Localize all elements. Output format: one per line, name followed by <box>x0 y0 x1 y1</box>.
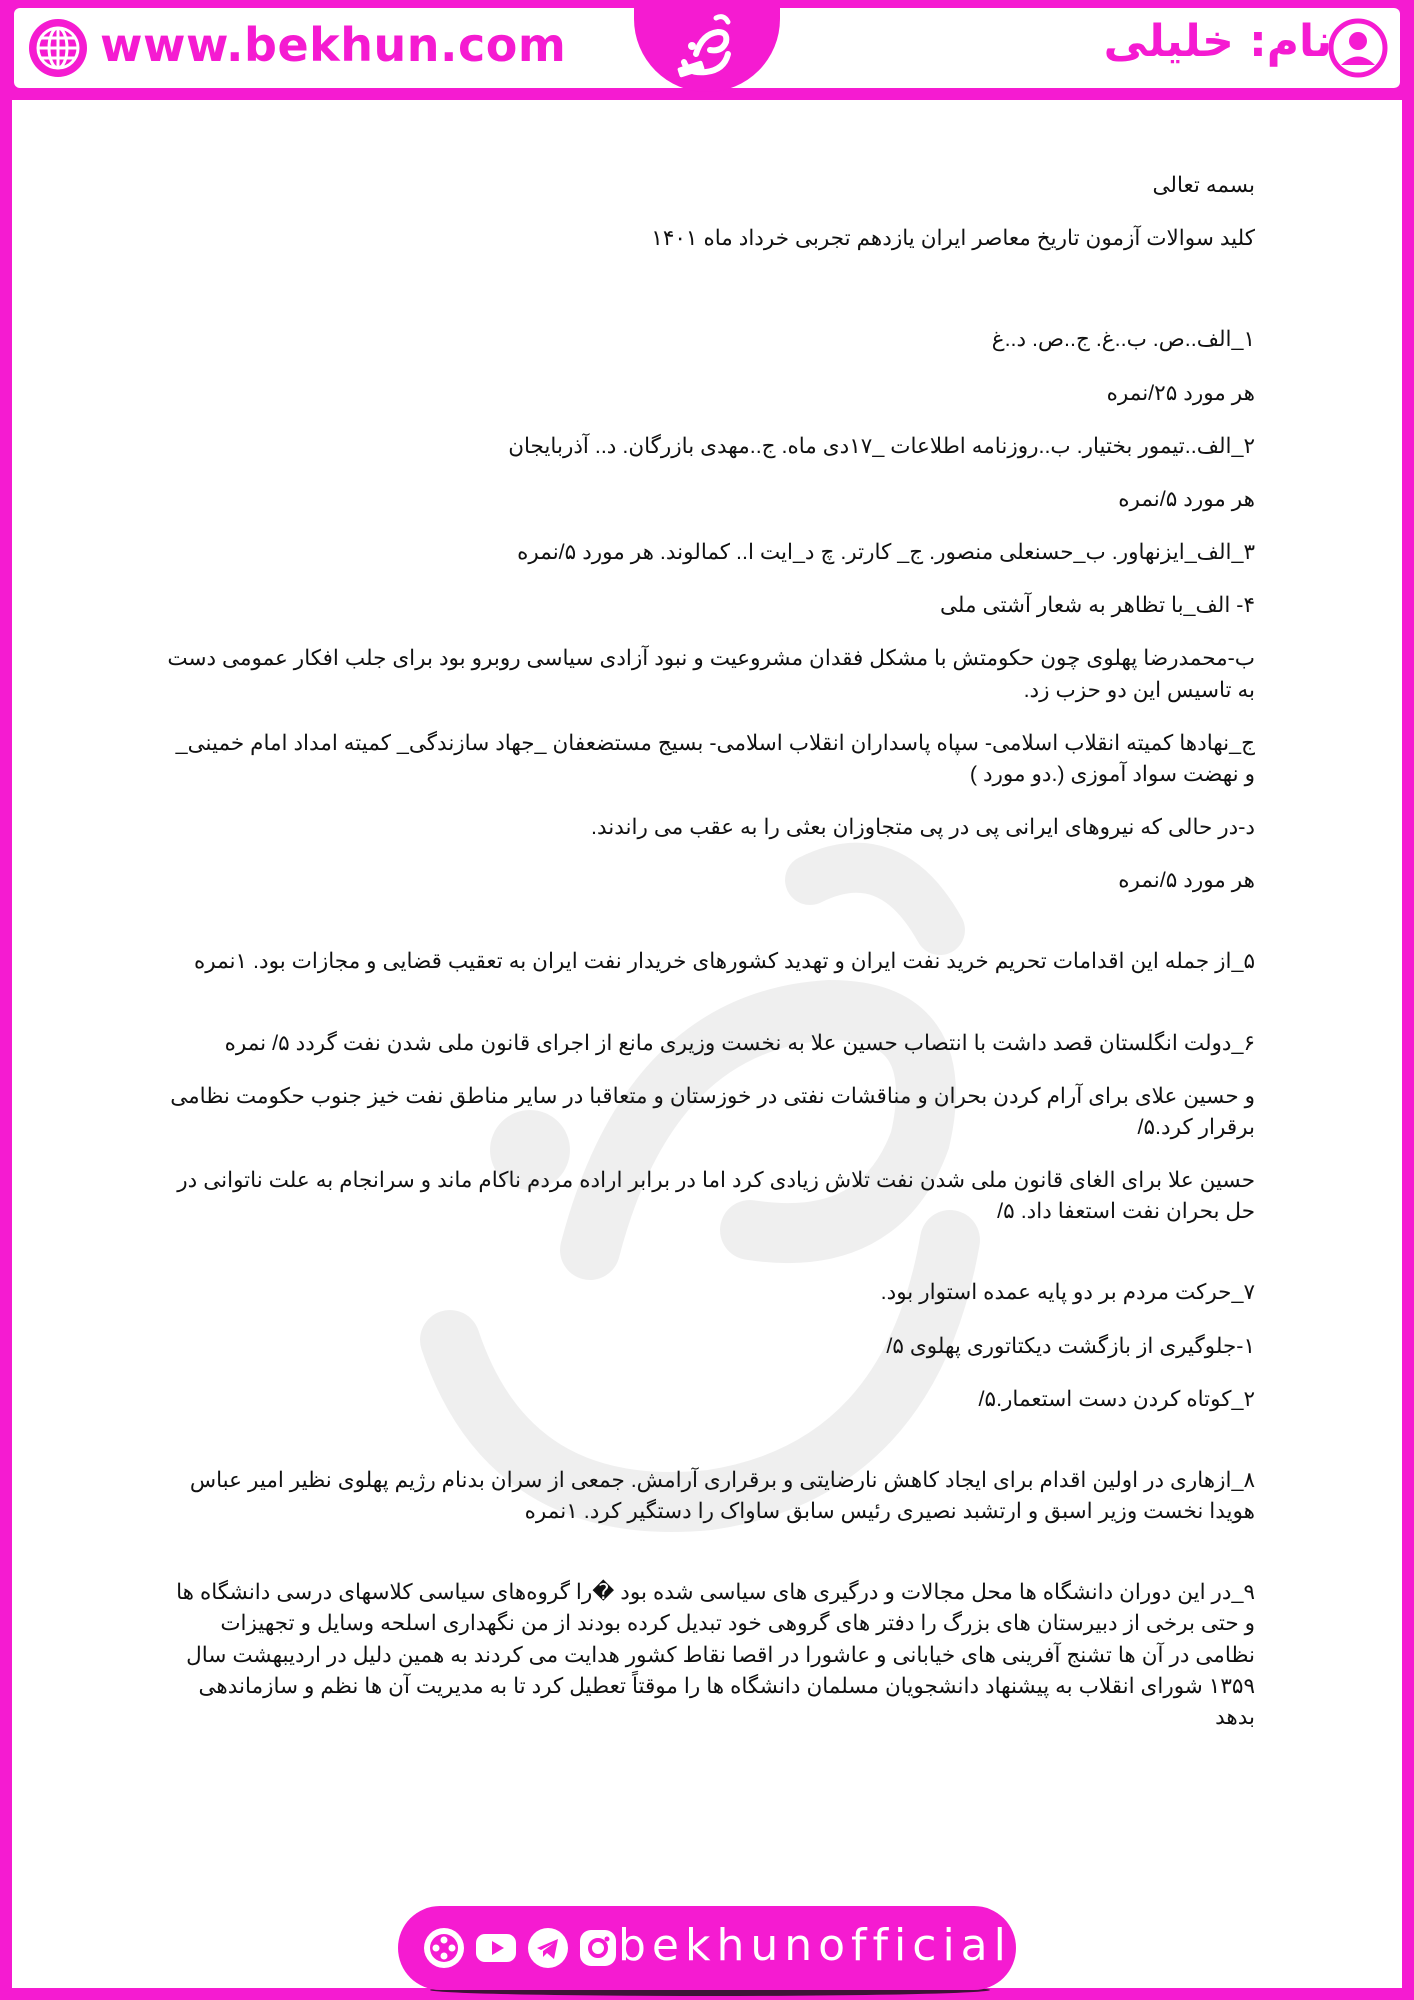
site-url-link[interactable]: www.bekhun.com <box>100 18 567 72</box>
q5-answer: ۵_از جمله این اقدامات تحریم خرید نفت ایران و تهدید کشورهای خریدار نفت ایران به تعقیب قضایی و مجازات بود. ۱نمره <box>193 949 1255 974</box>
q7-intro: ۷_حرکت مردم بر دو پایه عمده استوار بود. <box>880 1280 1255 1305</box>
answer-key-content <box>160 170 1255 1733</box>
footer-handle[interactable]: bekhunofficial <box>618 1920 1012 1971</box>
user-icon <box>1328 18 1388 78</box>
q4-part-b: ب-محمدرضا پهلوی چون حکومتش با مشکل فقدان مشروعیت و نبود آزادی سیاسی روبرو بود برای جلب افکار عمومی دست به تاسیس این دو حزب زد. <box>167 646 1255 702</box>
q6-part-c: حسین علا برای الغای قانون ملی شدن نفت تلاش زیادی کرد اما در برابر اراده مردم ناکام ماند و سرانجام به علت ناتوانی در حل بحران نفت استعفا داد. ۵/ <box>177 1168 1255 1224</box>
q2-score: هر مورد ۵/نمره <box>1118 486 1255 511</box>
q6-part-b: و حسین علای برای آرام کردن بحران و مناقشات نفتی در خوزستان و متعاقبا در سایر مناطق نفت خیز جنوب حکومت نظامی برقرار کرد.۵/ <box>170 1083 1255 1139</box>
telegram-icon[interactable] <box>526 1926 570 1970</box>
q4-score: هر مورد ۵/نمره <box>1118 868 1255 893</box>
globe-icon <box>26 16 90 80</box>
q4-part-a: ۴- الف_با تظاهر به شعار آشتی ملی <box>940 593 1255 618</box>
q7-point-2: ۲_کوتاه کردن دست استعمار.۵/ <box>978 1386 1255 1411</box>
q1-score: هر مورد ۲۵/نمره <box>1106 380 1255 405</box>
q8-answer: ۸_ازهاری در اولین اقدام برای ایجاد کاهش نارضایتی و برقراری آرامش. جمعی از سران بدنام رژیم پهلوی نظیر امیر عباس هویدا نخست وزیر اسبق و ارتشبد نصیری رئیس سابق ساواک را دستگیر کرد. ۱نمره <box>189 1467 1255 1524</box>
instagram-icon[interactable] <box>576 1926 620 1970</box>
q2-answers: ۲_الف..تیمور بختیار. ب..روزنامه اطلاعات _۱۷دی ماه. ج..مهدی بازرگان. د.. آذربایجان <box>508 433 1255 458</box>
q7-point-1: ۱-جلوگیری از بازگشت دیکتاتوری پهلوی ۵/ <box>886 1333 1255 1358</box>
bekhun-logo-icon <box>666 4 750 88</box>
q4-part-c: ج_نهادها کمیته انقلاب اسلامی- سپاه پاسداران انقلاب اسلامی- بسیج مستضعفان _جهاد سازندگی_ کمیته امداد امام خمینی_ و نهضت سواد آموزی (.دو مورد ) <box>175 730 1255 786</box>
q6-part-a: ۶_دولت انگلستان قصد داشت با انتصاب حسین علا به نخست وزیری مانع از اجرای قانون ملی شدن نفت گردد ۵/ نمره <box>224 1030 1255 1055</box>
youtube-icon[interactable] <box>474 1926 518 1970</box>
q9-answer: ۹_در این دوران دانشگاه ها محل مجالات و درگیری های سیاسی شده بود �را گروه‌های سیاسی کلاسهای درسی دانشگاه ها و حتی برخی از دبیرستان های بزرگ را دفتر های گروهی خود تبدیل کرده بودند از من نگهداری اسلحه وسایل و تجهیزات نظامی در آن ها تشنج آفرینی های خیابانی و عاشورا در اقصا نقاط کشور هدایت می کردند به همین دلیل در اردیبهشت سال ۱۳۵۹ شورای انقلاب به پیشنهاد دانشجویان مسلمان دانشگاه ها را موقتاً تعطیل کرد تا به مدیریت آن ها نظم و سازماندهی بدهد <box>176 1580 1255 1729</box>
exam-title: کلید سوالات آزمون تاریخ معاصر ایران یازدهم تجربی خرداد ماه ۱۴۰۱ <box>651 226 1255 251</box>
reel-icon[interactable] <box>422 1926 466 1970</box>
q4-part-d: د-در حالی که نیروهای ایرانی پی در پی متجاوزان بعثی را به عقب می راندند. <box>590 815 1255 840</box>
student-name-label: نام: خلیلی <box>1103 16 1332 67</box>
basmala: بسمه تعالی <box>1152 173 1255 197</box>
q3-answers: ۳_الف_ایزنهاور. ب_حسنعلی منصور. ج_ کارتر. چ د_ایت ا.. کمالوند. هر مورد ۵/نمره <box>517 540 1255 565</box>
q1-answers: ۱_الف..ص. ب..غ. ج..ص. د..غ <box>991 327 1255 352</box>
